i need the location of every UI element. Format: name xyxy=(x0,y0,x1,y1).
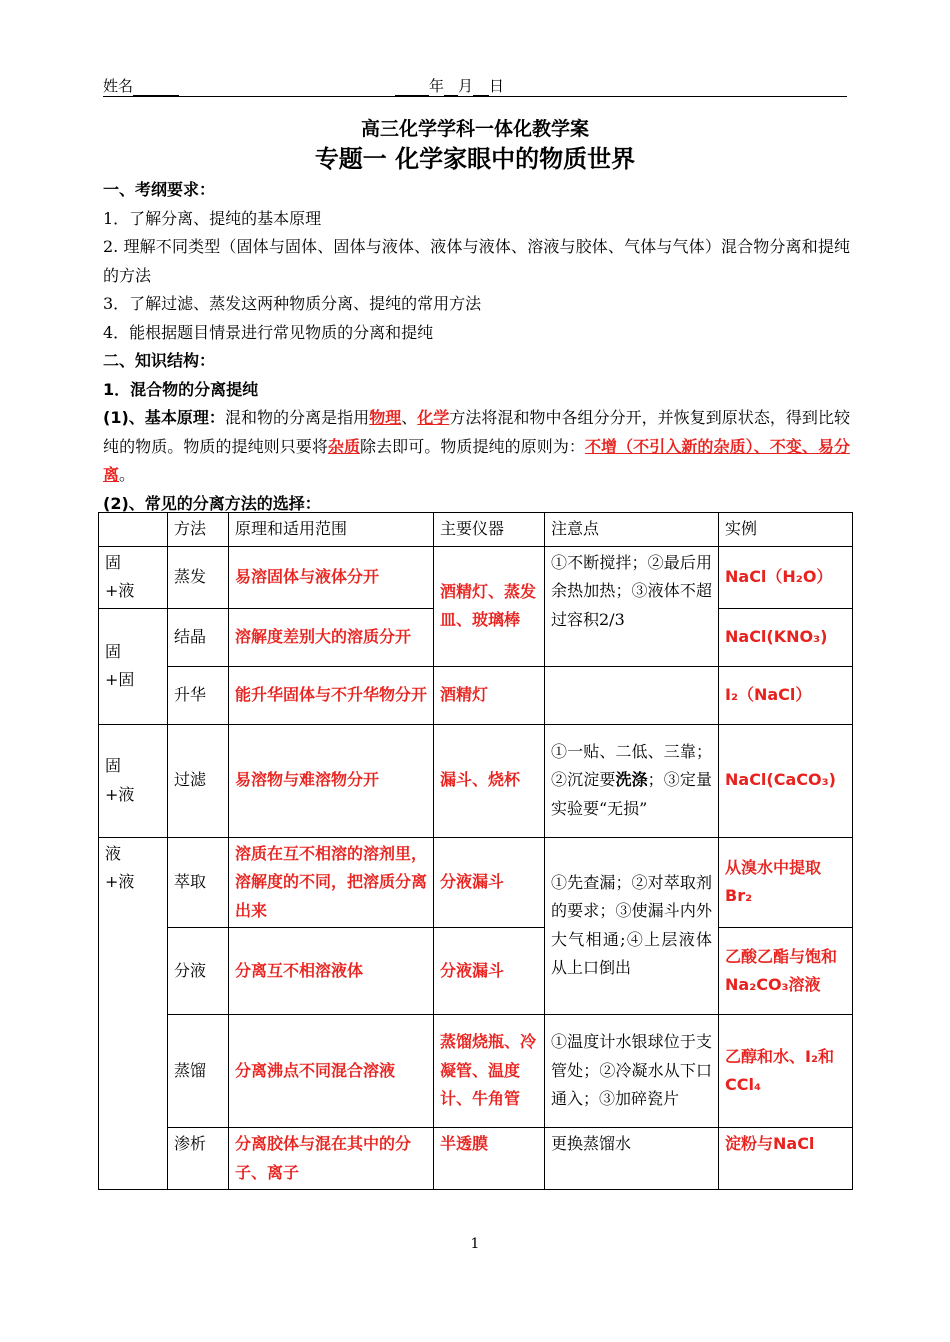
notes-cell: ①温度计水银球位于支管处；②冷凝水从下口通入；③加碎瓷片 xyxy=(545,1015,719,1128)
method-cell: 升华 xyxy=(168,666,229,724)
method-cell: 萃取 xyxy=(168,837,229,928)
example-cell: NaCl(CaCO₃) xyxy=(719,724,853,837)
example-cell: NaCl(KNO₃) xyxy=(719,608,853,666)
req-item-2: 2. 理解不同类型（固体与固体、固体与液体、液体与液体、溶液与胶体、气体与气体）混合物分离和提纯的方法 xyxy=(103,237,850,285)
date-field xyxy=(395,76,504,96)
page-number: 1 xyxy=(470,1236,480,1252)
principle-cell: 易溶固体与液体分开 xyxy=(229,546,434,608)
answer-physical: 物理 xyxy=(369,408,402,427)
apparatus-cell: 蒸馏烧瓶、冷凝管、温度计、牛角管 xyxy=(434,1015,545,1128)
principle-cell: 分离胶体与混在其中的分子、离子 xyxy=(229,1128,434,1190)
table-row xyxy=(99,666,853,724)
method-cell: 蒸发 xyxy=(168,546,229,608)
name-field xyxy=(103,76,179,96)
apparatus-cell: 分液漏斗 xyxy=(434,928,545,1015)
table-row xyxy=(99,1128,853,1190)
apparatus-cell: 漏斗、烧杯 xyxy=(434,724,545,837)
notes-cell: ①先查漏；②对萃取剂的要求；③使漏斗内外大气相通;④上层液体从上口倒出 xyxy=(545,837,719,1015)
principle-text-1: 混和物的分离是指用 xyxy=(224,408,370,427)
answer-rule: 不增（不引入新的杂质）、不变、易分离 xyxy=(103,436,850,484)
apparatus-cell: 半透膜 xyxy=(434,1128,545,1190)
table-row xyxy=(99,837,853,928)
section-heading-2: 二、知识结构： xyxy=(103,351,216,370)
category-cell: 液 +液 xyxy=(99,837,168,1190)
principle-cell: 溶质在互不相溶的溶剂里，溶解度的不同，把溶质分离出来 xyxy=(229,837,434,928)
req-item-3: 3．了解过滤、蒸发这两种物质分离、提纯的常用方法 xyxy=(103,294,482,313)
notes-cell: 更换蒸馏水 xyxy=(545,1128,719,1190)
req-item-4: 4．能根据题目情景进行常见物质的分离和提纯 xyxy=(103,322,434,342)
method-cell: 蒸馏 xyxy=(168,1015,229,1128)
category-cell: 固 +液 xyxy=(99,546,168,608)
method-cell: 结晶 xyxy=(168,608,229,666)
notes-cell: ①不断搅拌；②最后用余热加热；③液体不超过容积2/3 xyxy=(545,546,719,666)
subsection-heading: 1．混合物的分离提纯 xyxy=(103,379,259,399)
table-row xyxy=(99,724,853,837)
principle-cell: 溶解度差别大的溶质分开 xyxy=(229,608,434,666)
year-label: 年 xyxy=(429,77,445,95)
principle-label: (1)、基本原理： xyxy=(103,408,225,427)
principle-end: 。 xyxy=(119,465,136,484)
example-cell: 乙醇和水、I₂和CCl₄ xyxy=(719,1015,853,1128)
principle-cell: 能升华固体与不升华物分开 xyxy=(229,666,434,724)
answer-impurity: 杂质 xyxy=(327,436,361,456)
req-item-1: 1．了解分离、提纯的基本原理 xyxy=(103,208,322,228)
apparatus-cell: 酒精灯、蒸发皿、玻璃棒 xyxy=(434,546,545,666)
day-label: 日 xyxy=(489,77,505,95)
principle-paragraph xyxy=(103,404,850,490)
principle-cell: 分离沸点不同混合溶液 xyxy=(229,1015,434,1128)
note-text-c: ；③定量实验要“无损” xyxy=(551,770,712,818)
answer-chemical: 化学 xyxy=(417,408,450,427)
example-cell: NaCl（H₂O） xyxy=(719,546,853,608)
note-text-wash: 洗涤 xyxy=(615,770,648,790)
note-text-a: ①一贴、二低、三靠；②沉淀要 xyxy=(551,741,712,790)
table-row xyxy=(99,1015,853,1128)
table-row xyxy=(99,928,853,1015)
notes-cell xyxy=(545,666,719,724)
principle-text-2: 方法将混和物中各组分分开，并恢复到原状态，得到比较纯的物质。物质的提纯则只要将 xyxy=(103,408,850,456)
header-cell-apparatus: 主要仪器 xyxy=(434,513,545,547)
methods-heading: (2)、常见的分离方法的选择： xyxy=(103,493,321,513)
example-cell: 从溴水中提取Br₂ xyxy=(719,837,853,928)
section-heading-1: 一、考纲要求： xyxy=(103,180,216,199)
method-cell: 分液 xyxy=(168,928,229,1015)
month-blank xyxy=(444,79,458,96)
method-cell: 过滤 xyxy=(168,724,229,837)
principle-sep: 、 xyxy=(401,408,418,427)
header-cell-example: 实例 xyxy=(719,513,853,547)
header-cell-principle: 原理和适用范围 xyxy=(229,513,434,547)
doc-body xyxy=(103,176,850,518)
table-row xyxy=(99,546,853,608)
header-cell-notes: 注意点 xyxy=(545,513,719,547)
doc-title: 高三化学学科一体化教学案 xyxy=(360,118,589,140)
month-label: 月 xyxy=(458,77,474,95)
apparatus-cell: 分液漏斗 xyxy=(434,837,545,928)
example-cell: 乙酸乙酯与饱和Na₂CO₃溶液 xyxy=(719,928,853,1015)
principle-cell: 分离互不相溶液体 xyxy=(229,928,434,1015)
page-header xyxy=(103,76,847,97)
table-header-row xyxy=(99,513,853,547)
notes-cell xyxy=(545,724,719,837)
header-cell-blank xyxy=(99,513,168,547)
year-blank xyxy=(395,79,429,96)
doc-subtitle: 专题一 化学家眼中的物质世界 xyxy=(314,145,636,173)
name-label: 姓名 xyxy=(103,77,134,95)
name-blank xyxy=(133,79,179,96)
method-cell: 渗析 xyxy=(168,1128,229,1190)
category-cell: 固 +固 xyxy=(99,608,168,724)
example-cell: I₂（NaCl） xyxy=(719,666,853,724)
principle-text-3: 除去即可。物质提纯的原则为： xyxy=(360,436,585,456)
category-cell: 固 +液 xyxy=(99,724,168,837)
header-cell-method: 方法 xyxy=(168,513,229,547)
separation-methods-table xyxy=(98,512,853,1190)
principle-cell: 易溶物与难溶物分开 xyxy=(229,724,434,837)
apparatus-cell: 酒精灯 xyxy=(434,666,545,724)
day-blank xyxy=(473,79,489,96)
example-cell: 淀粉与NaCl xyxy=(719,1128,853,1190)
